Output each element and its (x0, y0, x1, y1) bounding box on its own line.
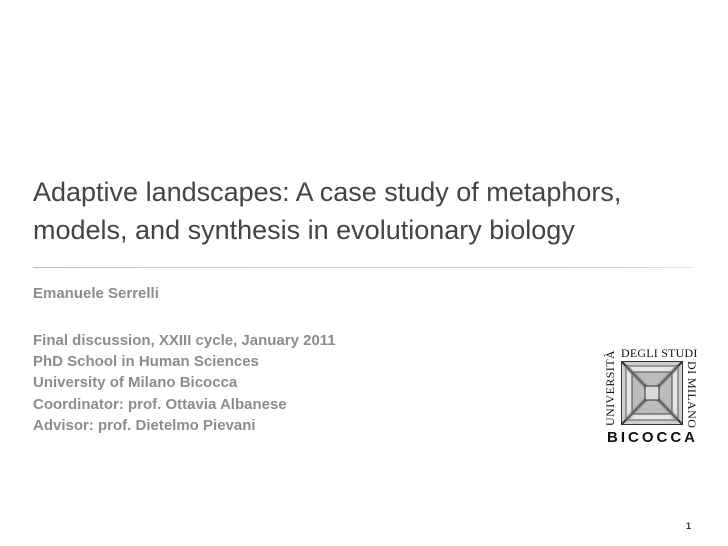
author-name: Emanuele Serrelli (33, 285, 159, 302)
logo-universita-text: UNIVERSITÀ (603, 350, 617, 426)
university-logo (597, 343, 703, 453)
title-divider (33, 267, 693, 268)
detail-line: Final discussion, XXIII cycle, January 2011 (33, 332, 336, 349)
slide-title-line-1: Adaptive landscapes: A case study of metaphors, (33, 177, 622, 207)
slide-title (33, 173, 703, 249)
detail-line: PhD School in Human Sciences (33, 353, 259, 371)
presentation-details (33, 330, 336, 436)
detail-line: University of Milano Bicocca (33, 374, 238, 392)
detail-line: Coordinator: prof. Ottavia Albanese (33, 395, 287, 413)
slide-title-line-2: models, and synthesis in evolutionary biology (33, 215, 575, 245)
logo-degli-studi-text: DEGLI STUDI (621, 346, 698, 360)
detail-line: Advisor: prof. Dietelmo Pievani (33, 416, 256, 434)
logo-emblem-icon (621, 361, 683, 425)
logo-bicocca-text: BICOCCA (607, 429, 698, 446)
logo-di-milano-text: DI MILANO (685, 361, 699, 429)
page-number: 1 (686, 521, 692, 531)
